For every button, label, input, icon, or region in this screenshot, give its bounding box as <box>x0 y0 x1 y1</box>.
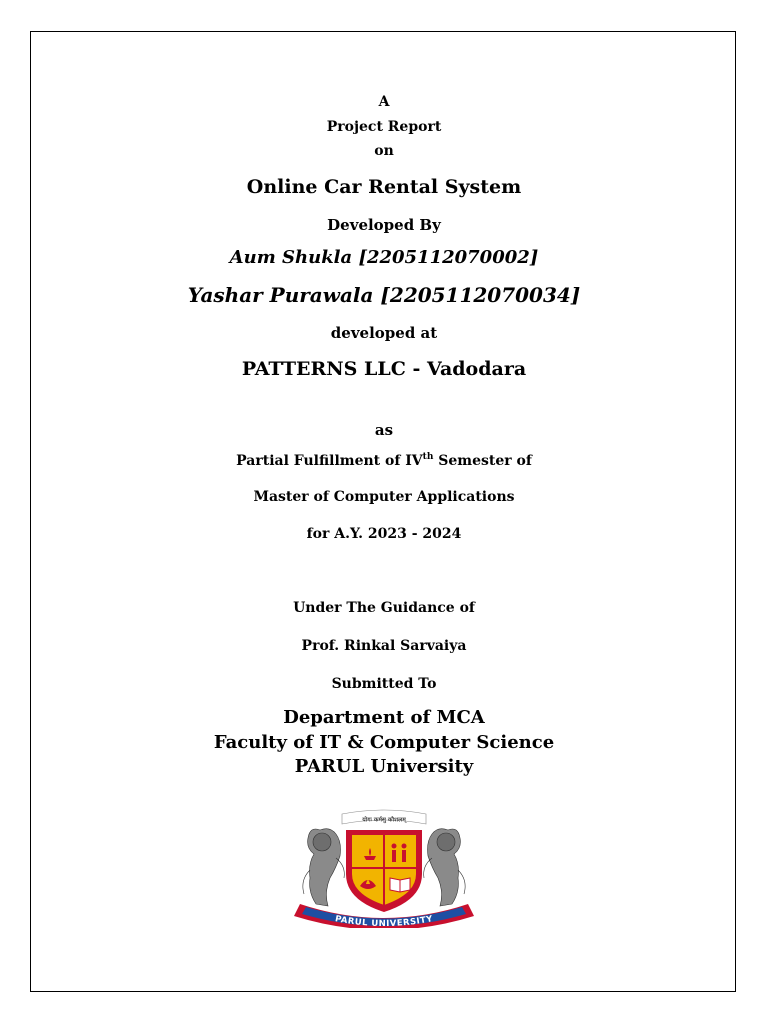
student-name-1: Aum Shukla [2205112070002] <box>229 247 539 268</box>
developed-by-label: Developed By <box>327 216 441 234</box>
cover-project-report: Project Report <box>326 119 442 135</box>
parul-university-logo <box>280 808 488 928</box>
cover-on: on <box>374 143 394 159</box>
faculty-name: Faculty of IT & Computer Science <box>213 732 555 753</box>
company-name: PATTERNS LLC - Vadodara <box>241 358 527 380</box>
fulfillment-line <box>0 453 768 469</box>
cover-a: A <box>378 94 390 110</box>
fulfillment-suffix: Semester of <box>433 453 532 469</box>
student-name-2: Yashar Purawala [2205112070034] <box>187 283 581 307</box>
university-name: PARUL University <box>294 756 474 777</box>
fulfillment-sup: th <box>422 452 434 462</box>
academic-year: for A.Y. 2023 - 2024 <box>306 526 462 542</box>
logo-banner-text: PARUL UNIVERSITY <box>334 914 434 928</box>
fulfillment-prefix: Partial Fulfillment of IV <box>236 453 423 469</box>
submitted-to-label: Submitted To <box>331 676 437 692</box>
guide-name: Prof. Rinkal Sarvaiya <box>301 638 467 654</box>
department-name: Department of MCA <box>283 707 485 728</box>
logo-motto: योगः कर्मसु कौशलम् <box>362 816 406 824</box>
as-label: as <box>374 421 394 439</box>
degree-name: Master of Computer Applications <box>253 489 515 505</box>
project-title: Online Car Rental System <box>246 176 522 198</box>
right-lion-icon <box>424 829 465 906</box>
shield-icon <box>346 830 422 912</box>
developed-at-label: developed at <box>330 324 438 342</box>
guidance-label: Under The Guidance of <box>293 600 475 616</box>
left-lion-icon <box>303 829 344 906</box>
